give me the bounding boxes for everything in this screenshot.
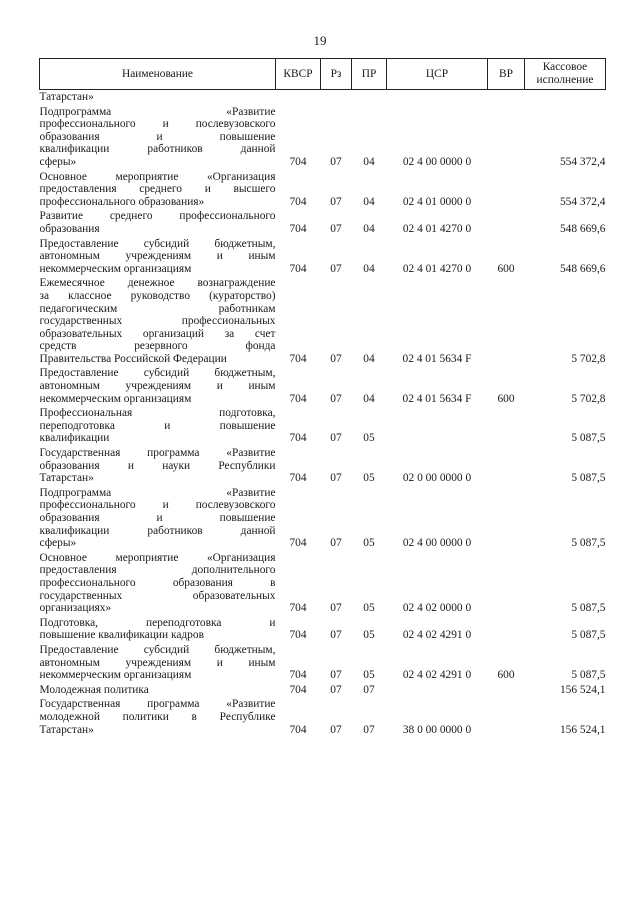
cell-rz: 07 [330,472,342,485]
name-line: профессионального и послевузовского [39,499,276,512]
cell-pr: 04 [363,155,375,168]
name-line: квалификации работников данной [39,143,276,156]
name-line: Основное мероприятие «Организация [39,170,276,183]
name-line: Подготовка, переподготовка и [39,616,276,629]
name-line: Подпрограмма «Развитие [39,486,276,499]
cell-cash-execution: 5 087,5 [571,537,606,550]
name-line: некоммерческим организациям [39,262,192,275]
name-line: Ежемесячное денежное вознаграждение [39,277,276,290]
cell-pr: 05 [363,602,375,615]
cell-csr: 02 4 01 4270 0 [402,262,472,275]
table-row [40,209,606,236]
cell-kvsr: 704 [289,432,307,445]
cell-kvsr [276,90,321,105]
cell-name [40,90,276,105]
cell-vr [488,551,525,616]
name-line: некоммерческим организациям [39,669,192,682]
cell-pr: 04 [363,262,375,275]
name-line: образования и науки Республики [39,459,276,472]
page-number: 19 [313,33,327,48]
budget-table [39,58,606,737]
cell-kvsr: 704 [289,262,307,275]
cell-name [40,237,276,277]
cell-pr: 04 [363,352,375,365]
table-row [40,170,606,210]
cell-vr [488,697,525,737]
name-line: средств резервного фонда [39,340,276,353]
name-line: образования и повышение [39,130,276,143]
cell-vr: 600 [497,669,515,682]
name-line: предоставления дополнительного [39,564,276,577]
cell-csr: 02 4 01 4270 0 [402,222,472,235]
cell-kvsr: 704 [289,195,307,208]
cell-cash-execution: 5 702,8 [571,392,606,405]
table-row [40,486,606,551]
name-line: Предоставление субсидий бюджетным, [39,367,276,380]
name-line: квалификации работников данной [39,524,276,537]
cell-cash-execution: 5 087,5 [571,602,606,615]
name-line: автономным учреждениям и иным [39,380,276,393]
name-line: образования [39,222,100,235]
name-line: Правительства Российской Федерации [39,352,227,365]
cell-rz: 07 [330,432,342,445]
cell-pr: 04 [363,392,375,405]
cell-rz: 07 [330,222,342,235]
cell-csr [387,406,488,446]
header-cash-execution: Кассовое исполнение [525,59,606,90]
name-line: повышение квалификации кадров [39,629,204,642]
cell-cash-execution: 5 087,5 [571,669,606,682]
cell-rz: 07 [330,392,342,405]
cell-kvsr: 704 [289,669,307,682]
cell-rz: 07 [330,537,342,550]
name-line: Государственная программа «Развитие [39,447,276,460]
cell-pr: 07 [363,723,375,736]
cell-name [40,276,276,366]
cell-csr: 02 4 01 0000 0 [402,195,472,208]
cell-cash-execution: 5 087,5 [571,629,606,642]
header-vr: ВР [488,59,525,90]
cell-cash-execution: 5 087,5 [571,472,606,485]
cell-name [40,105,276,170]
name-line: педагогическим работникам [39,302,276,315]
name-line: Молодежная политика [39,683,149,696]
cell-csr: 02 0 00 0000 0 [402,472,472,485]
cell-csr: 02 4 01 5634 F [402,352,472,365]
cell-cash-execution: 5 702,8 [571,352,606,365]
cell-name [40,643,276,683]
cell-name [40,486,276,551]
cell-vr [488,276,525,366]
name-line: сферы» [39,155,77,168]
cell-rz: 07 [330,155,342,168]
cell-name [40,551,276,616]
cell-kvsr: 704 [289,683,307,696]
name-line: некоммерческим организациям [39,392,192,405]
name-line: сферы» [39,537,77,550]
cell-rz: 07 [330,629,342,642]
cell-cash-execution: 156 524,1 [559,683,606,696]
name-line: профессионального и послевузовского [39,118,276,131]
name-line: квалификации [39,432,110,445]
cell-kvsr: 704 [289,392,307,405]
cell-kvsr: 704 [289,155,307,168]
cell-csr: 02 4 02 4291 0 [402,629,472,642]
header-pr: ПР [352,59,387,90]
cell-cash-execution [525,90,606,105]
cell-name [40,697,276,737]
table-row [40,616,606,643]
cell-rz: 07 [330,683,342,696]
name-line: предоставления среднего и высшего [39,183,276,196]
cell-name [40,616,276,643]
name-line: Предоставление субсидий бюджетным, [39,643,276,656]
cell-rz: 07 [330,669,342,682]
table-row [40,683,606,698]
name-line: молодежной политики в Республике [39,710,276,723]
header-kvsr: КВСР [276,59,321,90]
table-row [40,276,606,366]
table-row [40,697,606,737]
cell-name [40,366,276,406]
cell-pr: 04 [363,195,375,208]
cell-csr [387,683,488,698]
cell-pr: 05 [363,537,375,550]
table-header-row [40,59,606,90]
name-line: переподготовка и повышение [39,419,276,432]
cell-pr: 05 [363,472,375,485]
cell-vr [488,209,525,236]
name-line: Основное мероприятие «Организация [39,551,276,564]
cell-pr [352,90,387,105]
cell-kvsr: 704 [289,222,307,235]
name-line: за классное руководство (кураторство) [39,289,276,302]
name-line: Государственная программа «Развитие [39,698,276,711]
cell-rz: 07 [330,262,342,275]
table-row [40,90,606,105]
table-row [40,105,606,170]
cell-vr [488,446,525,486]
cell-kvsr: 704 [289,723,307,736]
cell-csr: 02 4 02 4291 0 [402,669,472,682]
cell-name [40,683,276,698]
cell-cash-execution: 548 669,6 [559,222,606,235]
name-line: профессионального образования» [39,195,205,208]
cell-rz: 07 [330,195,342,208]
cell-pr: 05 [363,669,375,682]
cell-csr [387,90,488,105]
name-line: Профессиональная подготовка, [39,407,276,420]
name-line: Предоставление субсидий бюджетным, [39,237,276,250]
cell-cash-execution: 156 524,1 [559,723,606,736]
cell-vr [488,90,525,105]
cell-cash-execution: 5 087,5 [571,432,606,445]
cell-pr: 05 [363,629,375,642]
table-row [40,643,606,683]
cell-vr [488,616,525,643]
table-body [40,90,606,738]
name-line: автономным учреждениям и иным [39,250,276,263]
name-line: государственных профессиональных [39,315,276,328]
table-row [40,551,606,616]
cell-csr: 02 4 00 0000 0 [402,155,472,168]
table-row [40,446,606,486]
cell-cash-execution: 554 372,4 [559,155,606,168]
cell-rz: 07 [330,352,342,365]
cell-pr: 05 [363,432,375,445]
cell-name [40,209,276,236]
cell-kvsr: 704 [289,602,307,615]
cell-name [40,446,276,486]
cell-vr [488,486,525,551]
cell-vr: 600 [497,392,515,405]
cell-cash-execution: 554 372,4 [559,195,606,208]
name-line: Татарстан» [39,472,94,485]
name-line: профессионального образования в [39,576,276,589]
cell-name [40,406,276,446]
cell-kvsr: 704 [289,629,307,642]
cell-csr: 02 4 01 5634 F [402,392,472,405]
name-line: образовательных организаций за счет [39,327,276,340]
cell-pr: 07 [363,683,375,696]
name-line: организациях» [39,602,112,615]
cell-cash-execution: 548 669,6 [559,262,606,275]
cell-csr: 38 0 00 0000 0 [402,723,472,736]
cell-csr: 02 4 00 0000 0 [402,537,472,550]
cell-rz: 07 [330,723,342,736]
cell-vr [488,170,525,210]
header-csr: ЦСР [387,59,488,90]
cell-name [40,170,276,210]
name-line: государственных образовательных [39,589,276,602]
header-rz: Рз [321,59,352,90]
table-row [40,237,606,277]
cell-vr: 600 [497,262,515,275]
cell-vr [488,406,525,446]
cell-csr: 02 4 02 0000 0 [402,602,472,615]
name-line: Подпрограмма «Развитие [39,105,276,118]
name-line: Татарстан» [39,723,94,736]
cell-rz [321,90,352,105]
name-line: автономным учреждениям и иным [39,656,276,669]
cell-kvsr: 704 [289,352,307,365]
cell-kvsr: 704 [289,472,307,485]
header-name: Наименование [40,59,276,90]
name-line: Татарстан» [39,91,94,103]
name-line: образования и повышение [39,512,276,524]
cell-rz: 07 [330,602,342,615]
cell-vr [488,105,525,170]
cell-vr [488,683,525,698]
cell-kvsr: 704 [289,537,307,550]
table-row [40,366,606,406]
table-row [40,406,606,446]
cell-pr: 04 [363,222,375,235]
name-line: Развитие среднего профессионального [39,210,276,223]
